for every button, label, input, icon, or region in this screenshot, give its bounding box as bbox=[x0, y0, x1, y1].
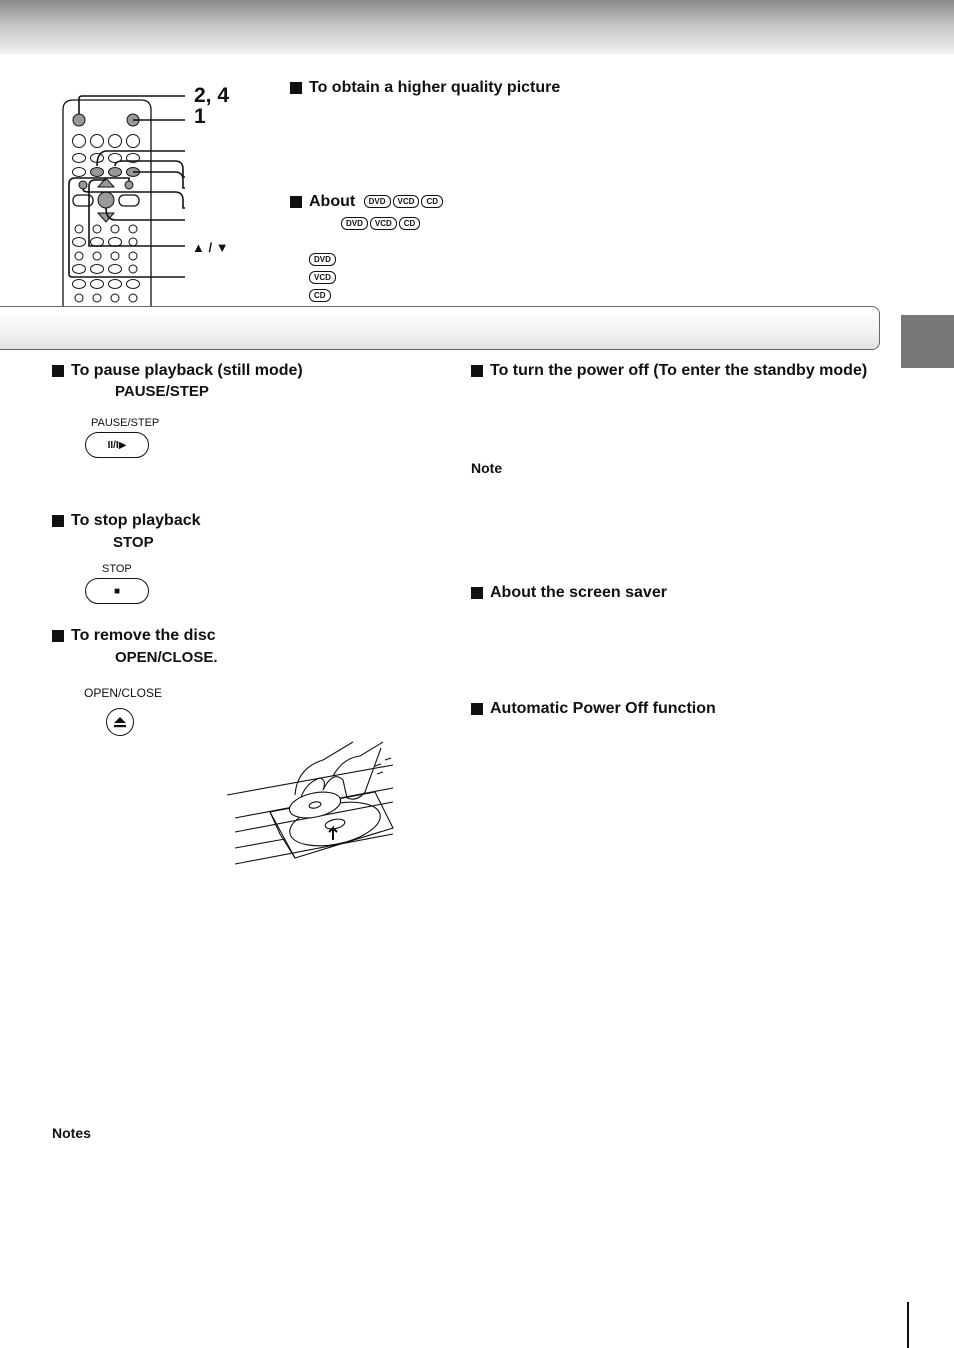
stop-button-label: STOP bbox=[102, 563, 132, 575]
stop-button[interactable] bbox=[85, 578, 149, 604]
eject-icon bbox=[113, 715, 127, 729]
heading-higher-quality-picture: To obtain a higher quality picture bbox=[290, 78, 560, 98]
vcd-disc-icon: VCD bbox=[309, 271, 336, 284]
dvd-disc-icon: DVD bbox=[341, 217, 368, 230]
pause-step-button[interactable] bbox=[85, 432, 149, 458]
disc-removal-illustration bbox=[225, 740, 395, 870]
open-close-text: OPEN/CLOSE. bbox=[115, 649, 218, 666]
pause-step-text: PAUSE/STEP bbox=[115, 383, 209, 400]
about-heading-row bbox=[290, 192, 445, 212]
heading-turn-power-off: To turn the power off (To enter the standby mode) bbox=[471, 361, 870, 381]
pause-step-icon: II/I▶ bbox=[107, 439, 127, 451]
vcd-disc-icon: VCD bbox=[393, 195, 420, 208]
callout-number-1: 1 bbox=[194, 105, 206, 128]
remote-control-illustration bbox=[55, 88, 195, 306]
heading-automatic-power-off: Automatic Power Off function bbox=[471, 699, 716, 719]
notes-title: Notes bbox=[52, 1125, 91, 1141]
section-band bbox=[0, 306, 880, 350]
cd-disc-icon: CD bbox=[421, 195, 443, 208]
header-bar bbox=[0, 0, 954, 54]
stop-icon: ■ bbox=[113, 585, 121, 597]
about-disc-row-2 bbox=[341, 213, 422, 231]
cd-disc-icon: CD bbox=[309, 289, 331, 302]
heading-stop-playback: To stop playback bbox=[52, 511, 201, 531]
stop-text: STOP bbox=[113, 534, 154, 551]
open-close-button[interactable] bbox=[106, 708, 134, 736]
vcd-disc-icon: VCD bbox=[370, 217, 397, 230]
note-title: Note bbox=[471, 460, 503, 476]
cd-disc-icon: CD bbox=[399, 217, 421, 230]
heading-remove-disc: To remove the disc bbox=[52, 626, 216, 646]
page-edge-line bbox=[907, 1302, 909, 1348]
pause-step-button-label: PAUSE/STEP bbox=[91, 417, 160, 429]
heading-about: About bbox=[290, 192, 355, 212]
callout-number-2-4: 2, 4 bbox=[194, 84, 230, 107]
callout-arrow-keys: ▲ / ▼ bbox=[192, 240, 229, 255]
side-tab bbox=[901, 315, 954, 368]
dvd-disc-icon: DVD bbox=[309, 253, 336, 266]
heading-pause-playback: To pause playback (still mode) bbox=[52, 361, 303, 381]
disc-list bbox=[309, 249, 338, 303]
open-close-button-label: OPEN/CLOSE bbox=[84, 686, 163, 700]
heading-screen-saver: About the screen saver bbox=[471, 583, 667, 603]
dvd-disc-icon: DVD bbox=[364, 195, 391, 208]
